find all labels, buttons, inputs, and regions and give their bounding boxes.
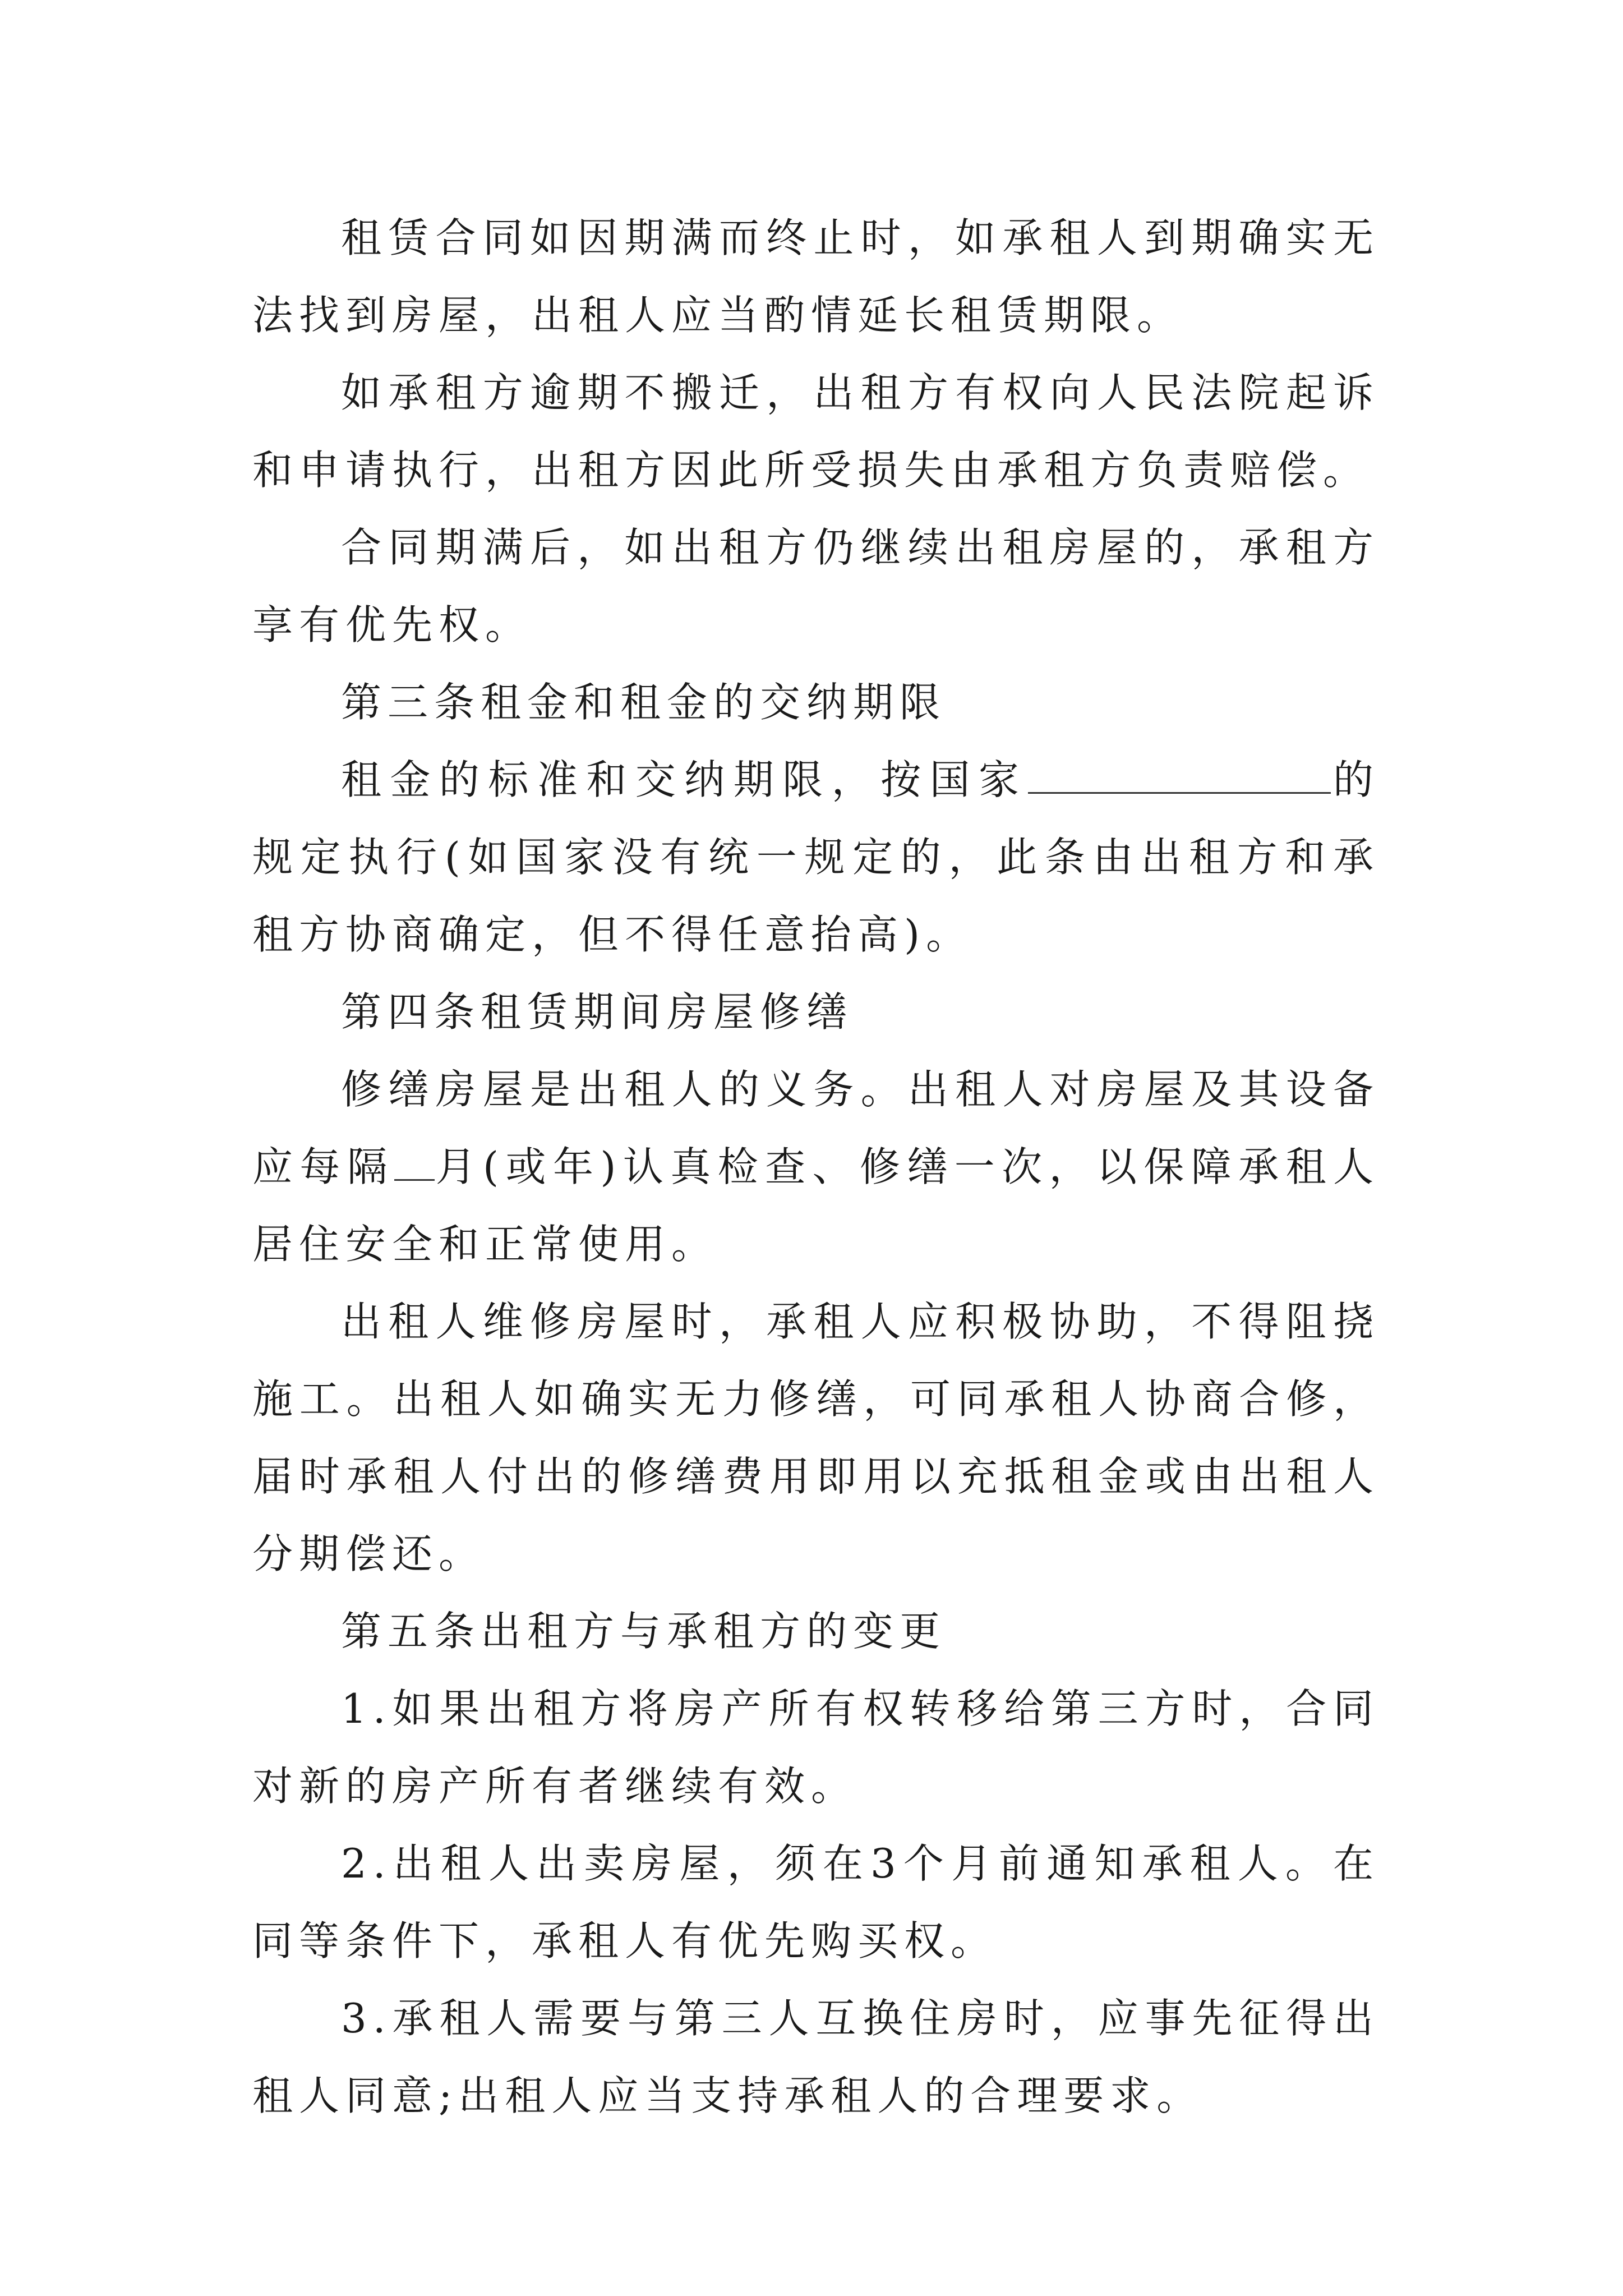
- paragraph-priority-right: 合同期满后，如出租方仍继续出租房屋的，承租方享有优先权。: [252, 524, 1380, 648]
- article-4-heading: 第四条租赁期间房屋修缮: [341, 988, 854, 1036]
- repair-duty-text-a: 修缮房屋是出租人的义务。出租人对房屋及其设备应每隔: [252, 1066, 1380, 1190]
- paragraph-sale-notice: 2.出租人出卖房屋，须在3个月前通知承租人。在同等条件下，承租人有优先购买权。: [252, 1840, 1380, 1964]
- document-body: [252, 199, 1380, 2134]
- fill-in-blank-short: [394, 1145, 435, 1181]
- rent-standard-text-a: 租金的标准和交纳期限，按国家: [341, 756, 1028, 803]
- article-3-heading: 第三条租金和租金的交纳期限: [341, 679, 947, 726]
- paragraph-repair-assist: 出租人维修房屋时，承租人应积极协助，不得阻挠施工。出租人如确实无力修缮，可同承租人协商合修，届时承租人付出的修缮费用即用以充抵租金或由出租人分期偿还。: [252, 1298, 1380, 1577]
- repair-duty-text-b: 月(或年)认真检查、修缮一次，以保障承租人居住安全和正常使用。: [252, 1143, 1380, 1268]
- paragraph-overdue-relocation: 如承租方逾期不搬迁，出租方有权向人民法院起诉和申请执行，出租方因此所受损失由承租方负责赔偿。: [252, 369, 1380, 494]
- paragraph-rent-standard: [252, 741, 1380, 973]
- paragraph-lease-expiry: 租赁合同如因期满而终止时，如承租人到期确实无法找到房屋，出租人应当酌情延长租赁期限。: [252, 214, 1380, 339]
- fill-in-blank: [1028, 758, 1331, 794]
- paragraph-ownership-transfer: 1.如果出租方将房产所有权转移给第三方时，合同对新的房产所有者继续有效。: [252, 1685, 1380, 1810]
- paragraph-repair-duty: [252, 1051, 1380, 1283]
- rent-standard-text-b: 的规定执行(如国家没有统一规定的，此条由出租方和承租方协商确定，但不得任意抬高)。: [252, 756, 1380, 958]
- paragraph-housing-exchange: 3.承租人需要与第三人互换住房时，应事先征得出租人同意;出租人应当支持承租人的合理要求。: [252, 1995, 1380, 2119]
- article-5-heading: 第五条出租方与承租方的变更: [341, 1608, 947, 1655]
